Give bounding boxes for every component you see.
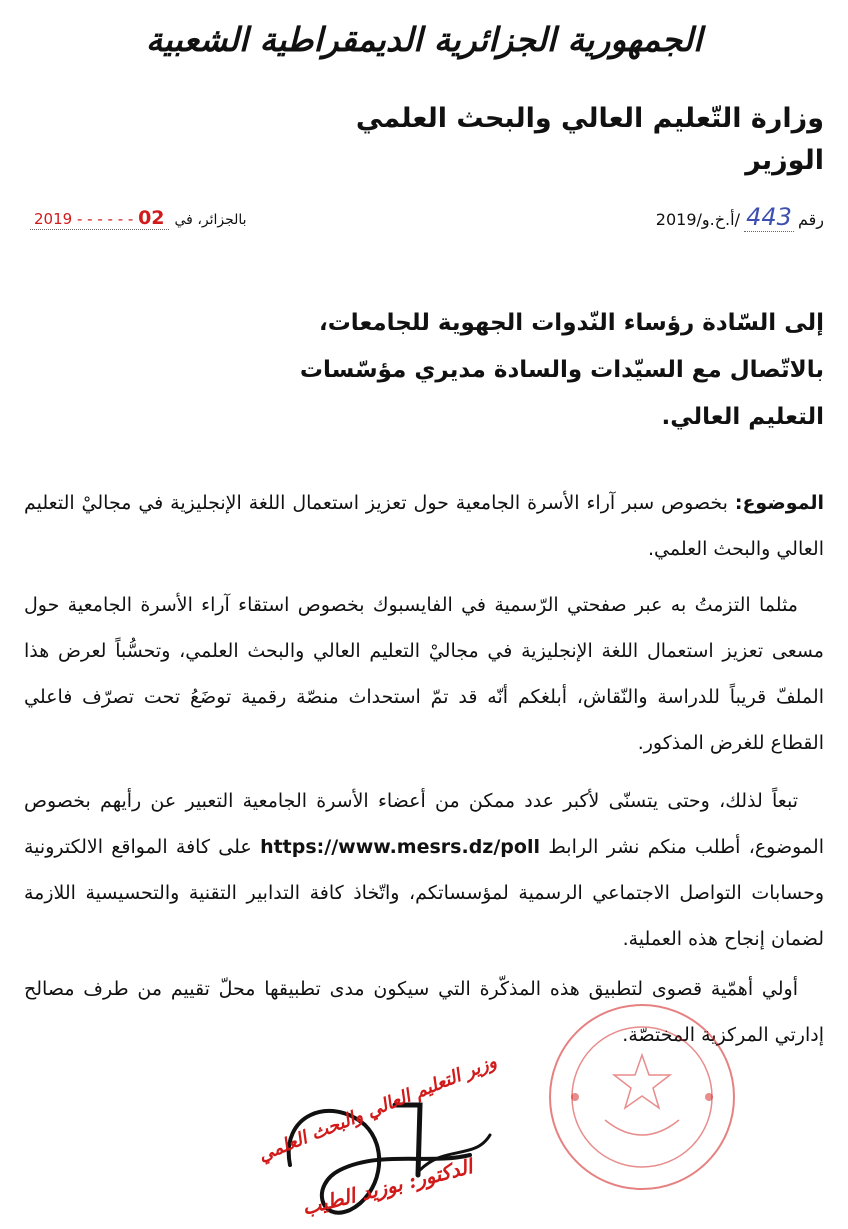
date-day: 02	[138, 207, 165, 229]
addressee-line: إلى السّادة رؤساء النّدوات الجهوية للجامعات،	[318, 310, 824, 336]
signature-title: وزير التعليم العالي والبحث العلمي	[255, 1051, 500, 1166]
ministry-name: وزارة التّعليم العالي والبحث العلمي	[355, 103, 824, 134]
reference-line	[656, 203, 824, 232]
minister-title: الوزير	[745, 145, 824, 176]
reference-label: رقم	[797, 210, 824, 229]
place-label: بالجزائر، في	[174, 212, 247, 228]
signature-name: الدكتور: بوزيد الطيب	[299, 1154, 475, 1220]
poll-link[interactable]: https://www.mesrs.dz/poll	[260, 836, 540, 858]
addressee-line: بالاتّصال مع السيّدات والسادة مديري مؤسّسات	[299, 357, 824, 383]
p2-text-before: تبعاً لذلك، وحتى يتسنّى لأكبر عدد ممكن من أعضاء الأسرة الجامعية التعبير عن رأيهم بخصوص الموضوع، أطلب منكم نشر الرابط	[24, 790, 824, 858]
reference-number: 443	[744, 203, 794, 232]
date-value: 2019 - - - - - - 02	[30, 207, 169, 230]
subject-text: بخصوص سبر آراء الأسرة الجامعية حول تعزيز استعمال اللغة الإنجليزية في مجاليْ التعليم العالي والبحث العلمي.	[24, 492, 824, 560]
p2-text-after: على كافة المواقع الالكترونية وحسابات التواصل الاجتماعي الرسمية لمؤسساتكم، واتّخاذ كافة التدابير التقنية والتحسيسية اللازمة لضمان إنجاح هذه العملية.	[24, 836, 824, 950]
body-paragraph-1: مثلما التزمتُ به عبر صفحتي الرّسمية في الفايسبوك بخصوص استقاء آراء الأسرة الجامعية حول مسعى تعزيز استعمال اللغة الإنجليزية في مجاليْ التعليم العالي والبحث العلمي، وتحسُّباً لعرض هذا الملفّ قريباً للدراسة والنّقاش، أبلغكم أنّه قد تمّ استحداث منصّة رقمية توضَعُ تحت تصرّف فاعلي القطاع للغرض المذكور.	[24, 594, 824, 754]
date-year: 2019	[34, 210, 73, 228]
body-paragraph-2	[24, 778, 824, 962]
official-stamp-icon	[545, 1000, 740, 1195]
subject-label: الموضوع:	[734, 492, 824, 514]
addressee-block	[274, 300, 824, 441]
place-date-line	[30, 207, 247, 230]
addressee-line: التعليم العالي.	[661, 404, 824, 430]
body-paragraph-3: أولي أهمّية قصوى لتطبيق هذه المذكّرة التي سيكون مدى تطبيقها محلّ تقييم من طرف مصالح إدارتي المركزية المختصّة.	[24, 978, 824, 1046]
republic-title: الجمهورية الجزائرية الديمقراطية الشعبية	[145, 20, 703, 59]
reference-suffix: /أ.خ.و/2019	[655, 210, 740, 229]
subject-paragraph	[24, 480, 824, 572]
